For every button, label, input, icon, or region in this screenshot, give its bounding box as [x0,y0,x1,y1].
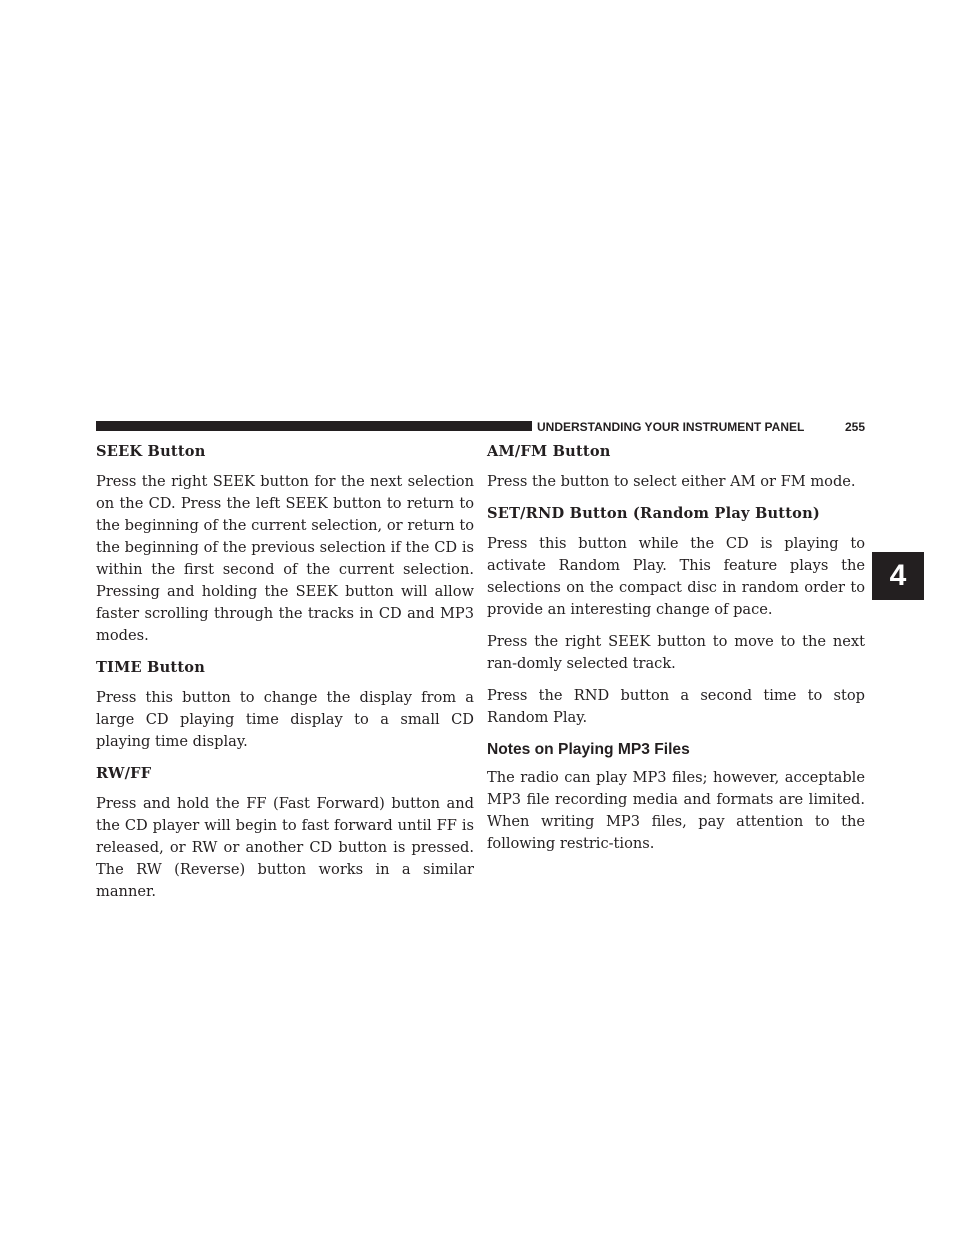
setrnd-body-1: Press this button while the CD is playing to activate Random Play. This feature plays the selections on the compact disc in random order to provide an interesting change of pace. [487,535,865,618]
seek-body: Press the right SEEK button for the next selection on the CD. Press the left SEEK button to return to the beginning of the current selection, or return to the beginning of the previous selection if the CD is within the first second of the current selection. Pressing and holding the SEEK button will allow faster scrolling through the tracks in CD and MP3 modes. [96,473,474,644]
mp3-heading: Notes on Playing MP3 Files [487,741,690,758]
chapter-tab: 4 [872,552,924,600]
left-column [96,441,474,913]
setrnd-body-3: Press the RND button a second time to stop Random Play. [487,687,865,726]
right-column [487,441,865,865]
setrnd-heading: SET/RND Button (Random Play Button) [487,505,821,522]
time-body: Press this button to change the display from a large CD playing time display to a small CD playing time display. [96,689,474,750]
amfm-body: Press the button to select either AM or FM mode. [487,473,856,490]
header-title: UNDERSTANDING YOUR INSTRUMENT PANEL [537,420,805,434]
rwff-body: Press and hold the FF (Fast Forward) button and the CD player will begin to fast forward until FF is released, or RW or another CD button is pressed. The RW (Reverse) button works in a similar manner. [96,795,474,900]
mp3-body: The radio can play MP3 files; however, acceptable MP3 file recording media and formats are limited. When writing MP3 files, pay attention to the following restric-tions. [487,769,865,852]
running-header [537,419,865,435]
header-rule [96,421,532,431]
setrnd-body-2: Press the right SEEK button to move to the next ran-domly selected track. [487,633,865,672]
page-number: 255 [844,420,865,434]
time-heading: TIME Button [96,659,206,676]
seek-heading: SEEK Button [96,443,206,460]
rwff-heading: RW/FF [96,765,152,782]
amfm-heading: AM/FM Button [487,443,611,460]
